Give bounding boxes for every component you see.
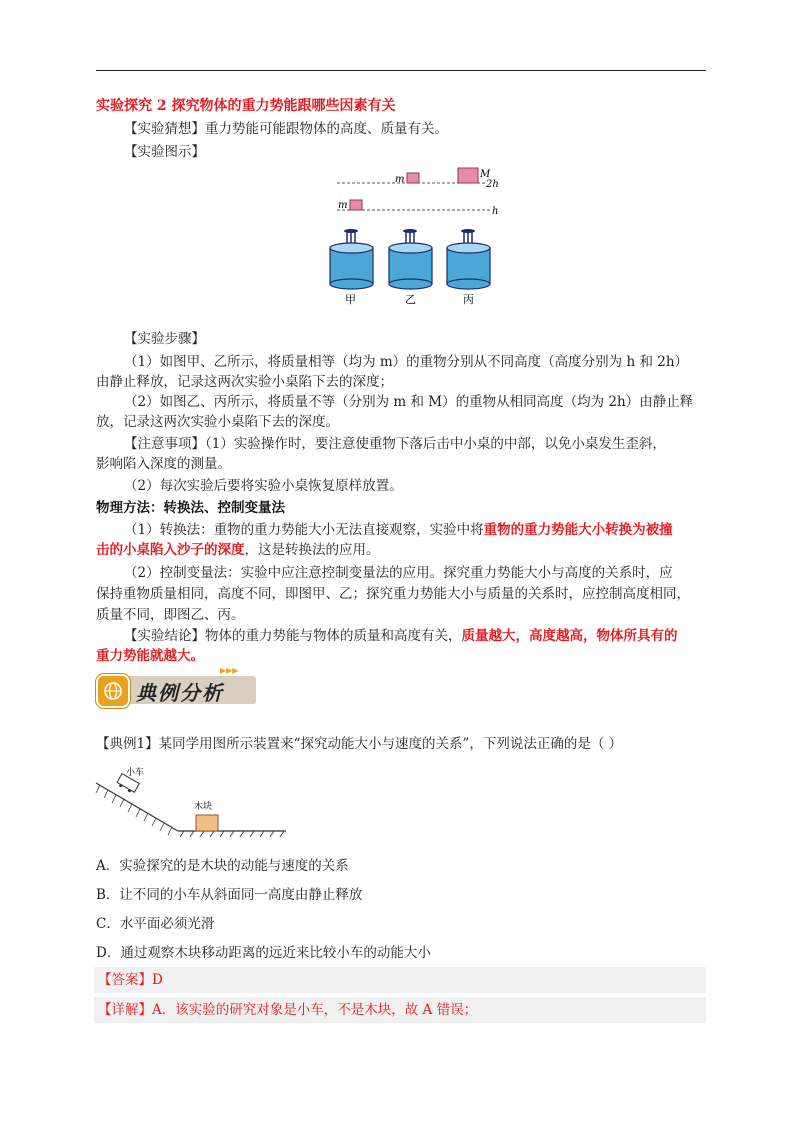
- note-line1: 【注意事项】（1）实验操作时，要注意使重物下落后击中小桌的中部，以免小桌发生歪斜，: [124, 436, 666, 452]
- wood-block: [196, 815, 218, 831]
- label-2h: 2h: [486, 179, 499, 190]
- control-line3: 质量不同，即图乙、丙。: [96, 607, 245, 623]
- conclusion-highlight2: 重力势能就越大。: [96, 648, 204, 664]
- label-bing: 丙: [463, 293, 474, 306]
- example-banner: [96, 666, 256, 706]
- sand-container-bing: [447, 229, 490, 289]
- globe-icon: [96, 674, 130, 708]
- weight-m-low: [350, 200, 362, 210]
- guess-text: 【实验猜想】重力势能可能跟物体的高度、质量有关。: [124, 121, 448, 137]
- conversion-highlight2: 击的小桌陷入沙子的深度: [96, 542, 245, 558]
- option-c: C．水平面必须光滑: [96, 916, 215, 932]
- conversion-highlight1: 重物的重力势能大小转换为被撞: [483, 522, 673, 538]
- step1-line1: （1）如图甲、乙所示，将质量相等（均为 m）的重物分别从不同高度（高度分别为 h 和 2h）: [124, 354, 689, 370]
- note-item2: （2）每次实验后要将实验小桌恢复原样放置。: [124, 478, 403, 494]
- method-title: 物理方法：转换法、控制变量法: [96, 500, 285, 516]
- answer-text: 【答案】D: [98, 972, 163, 988]
- figure-heading: 【实验图示】: [124, 144, 205, 160]
- label-m-low: m: [338, 200, 348, 211]
- conversion-prefix: （1）转换法：重物的重力势能大小无法直接观察，实验中将: [124, 522, 484, 538]
- step2-line2: 放，记录这两次实验小桌陷下去的深度。: [96, 414, 339, 430]
- label-jia: 甲: [345, 293, 356, 306]
- label-M: M: [480, 169, 491, 180]
- conversion-line1: [96, 520, 736, 540]
- label-car: 小车: [126, 768, 145, 778]
- conclusion-highlight1: 质量越大，高度越高，物体所具有的: [461, 628, 678, 644]
- potential-energy-figure: [325, 160, 505, 308]
- steps-heading: 【实验步骤】: [124, 331, 205, 347]
- label-yi: 乙: [405, 293, 416, 306]
- incline-figure: [94, 765, 294, 837]
- option-d: D．通过观察木块移动距离的远近来比较小车的动能大小: [96, 945, 431, 961]
- conversion-line2: [96, 540, 708, 560]
- sand-container-yi: [389, 229, 432, 289]
- control-line1: （2）控制变量法：实验中应注意控制变量法的应用。探究重力势能大小与高度的关系时，应: [124, 565, 673, 581]
- note-line2: 影响陷入深度的测量。: [96, 456, 231, 472]
- label-block: 木块: [194, 802, 213, 812]
- section-title: 实验探究 2 探究物体的重力势能跟哪些因素有关: [96, 98, 396, 114]
- answer-box: [94, 967, 706, 993]
- weight-M: [458, 168, 478, 183]
- conclusion-prefix: 【实验结论】物体的重力势能与物体的质量和高度有关，: [124, 628, 462, 644]
- weight-m-top: [407, 173, 419, 183]
- option-b: B．让不同的小车从斜面同一高度由静止释放: [96, 887, 363, 903]
- step2-line1: （2）如图乙、丙所示，将质量不等（分别为 m 和 M）的重物从相同高度（均为 2h）由静止释: [124, 394, 694, 410]
- banner-title: 典例分析: [136, 681, 224, 705]
- option-a: A．实验探究的是木块的动能与速度的关系: [96, 858, 349, 874]
- example-question: 【典例1】某同学用图所示装置来“探究动能大小与速度的关系”，下列说法正确的是（ ）: [96, 736, 623, 752]
- header-rule: [96, 70, 706, 71]
- step1-line2: 由静止释放，记录这两次实验小桌陷下去的深度；: [96, 374, 393, 390]
- conversion-suffix: ，这是转换法的应用。: [244, 542, 380, 558]
- sand-container-jia: [330, 229, 373, 289]
- triangle-arrows-icon: ▶▶▶: [220, 666, 239, 675]
- detail-text: 【详解】A．该实验的研究对象是小车，不是木块，故 A 错误；: [98, 1002, 478, 1018]
- conclusion-line1: [96, 626, 736, 646]
- control-line2: 保持重物质量相同，高度不同，即图甲、乙；探究重力势能大小与质量的关系时，应控制高度相同，: [96, 586, 690, 602]
- conclusion-line2: [96, 646, 708, 666]
- label-m-top: m: [395, 174, 405, 185]
- label-h: h: [492, 206, 499, 217]
